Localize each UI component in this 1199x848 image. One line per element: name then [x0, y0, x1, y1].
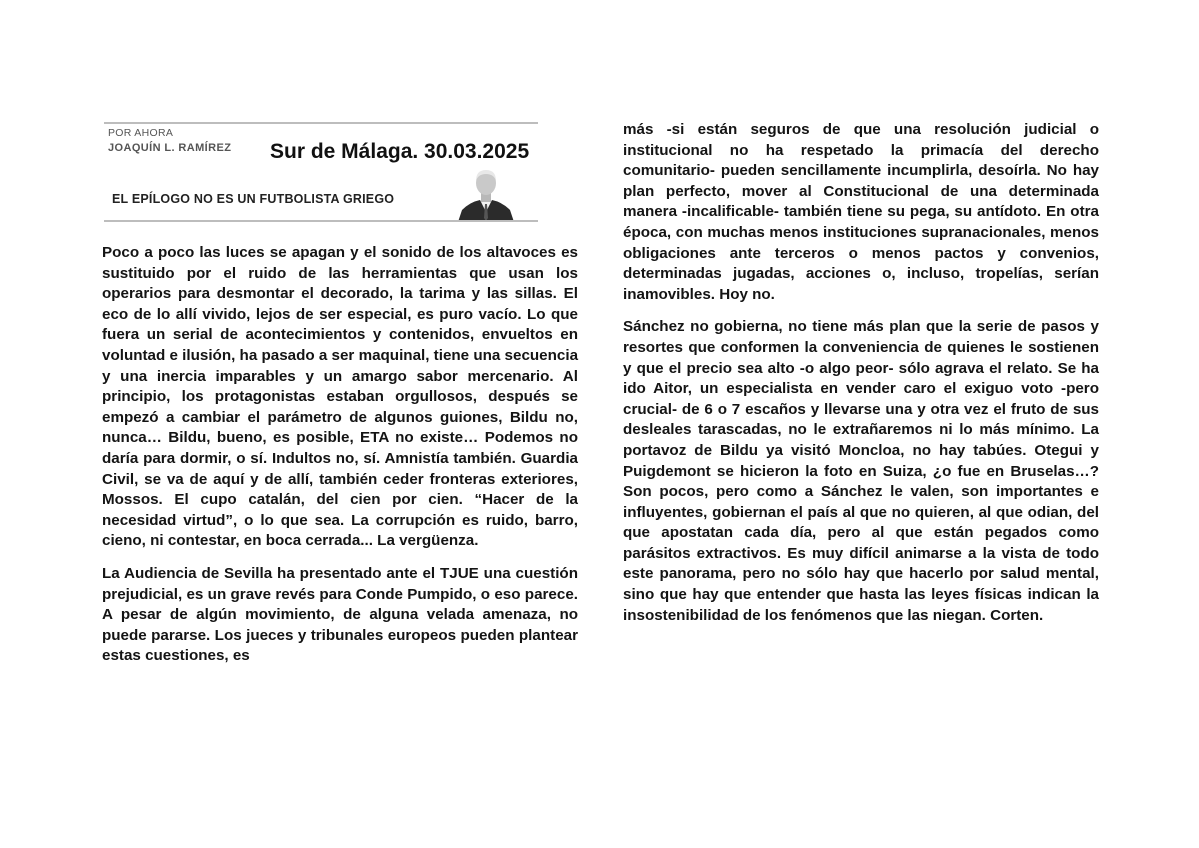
- column-title: EL EPÍLOGO NO ES UN FUTBOLISTA GRIEGO: [112, 192, 395, 206]
- author-photo: [456, 166, 516, 222]
- article-column-right: [623, 120, 1099, 638]
- paragraph: Sánchez no gobierna, no tiene más plan que la serie de pasos y resortes que conformen la conveniencia de quienes le sostienen y que el precio sea alto -o algo peor- sólo agrava el relato. Se ha ido Aitor, un especialista en vender caro el exiguo voto -pero crucial- de 6 o 7 escaños y llevarse una y otra vez el fruto de sus desleales tarascadas, no le extrañaremos ni lo más mínimo. La portavoz de Bildu ya visitó Moncloa, no hay tabúes. Otegui y Puigdemont se hicieron la foto en Suiza, ¿o fue en Bruselas…? Son pocos, pero como a Sánchez le valen, son importantes e influyentes, gobiernan el país al que no quieren, al que odian, del que apostatan cada día, pero al que están pegados como parásitos extractivos. Es muy difícil animarse a la vista de todo este panorama, pero no sólo hay que hacerlo por salud mental, sino que hay que entender que hasta las leyes físicas indican la insostenibilidad de los fenómenos que las niegan. Corten.: [623, 318, 1099, 624]
- paragraph: Poco a poco las luces se apagan y el sonido de los altavoces es sustituido por el ruido de las herramientas que usan los operarios para desmontar el decorado, la tarima y las sillas. El eco de lo allí vivido, lejos de ser especial, es puro vacío. Lo que fuera un serial de acontecimientos y contenidos, envueltos en voluntad e ilusión, ha pasado a ser maquinal, tiene una secuencia y una inercia imparables y un amargo sabor mercenario. Al principio, los protagonistas estaban orgullosos, después se empezó a cambiar el parámetro de algunos guiones, Bildu no, nunca… Bildu, bueno, es posible, ETA no existe… Podemos no daría para dormir, o sí. Indultos no, sí. Amnistía también. Guardia Civil, se va de aquí y de allí, también ceder fronteras exteriores, Mossos. El cupo catalán, del cien por cien. “Hacer de la necesidad virtud”, o lo que sea. La corrupción es ruido, barro, cieno, ni contestar, en boca cerrada... La vergüenza.: [102, 244, 579, 550]
- paragraph: La Audiencia de Sevilla ha presentado ante el TJUE una cuestión prejudicial, es un grave revés para Conde Pumpido, o eso parece. A pesar de algún movimiento, de alguna velada amenaza, no puede pararse. Los jueces y tribunales europeos pueden plantear estas cuestiones, es: [102, 564, 578, 665]
- article-column-left: [102, 243, 578, 679]
- publication-title: Sur de Málaga. 30.03.2025: [270, 140, 530, 163]
- header-bottom-rule: [104, 220, 538, 222]
- section-label: POR AHORA: [108, 127, 174, 139]
- column-header: [104, 118, 538, 226]
- header-top-rule: [104, 122, 538, 124]
- author-name: JOAQUÍN L. RAMÍREZ: [108, 142, 232, 154]
- paragraph: más -si están seguros de que una resolución judicial o institucional no ha respetado la primacía del derecho comunitario- pueden sencillamente incumplirla, desoírla. No hay plan perfecto, mover al Constitucional de una determinada manera -incalificable- también tiene su pega, su antídoto. En otra época, con muchas menos instituciones supranacionales, menos obligaciones ante terceros o menos pactos y convenios, determinadas jugadas, acciones o, incluso, tropelías, serían inamovibles. Hoy no.: [623, 121, 1099, 303]
